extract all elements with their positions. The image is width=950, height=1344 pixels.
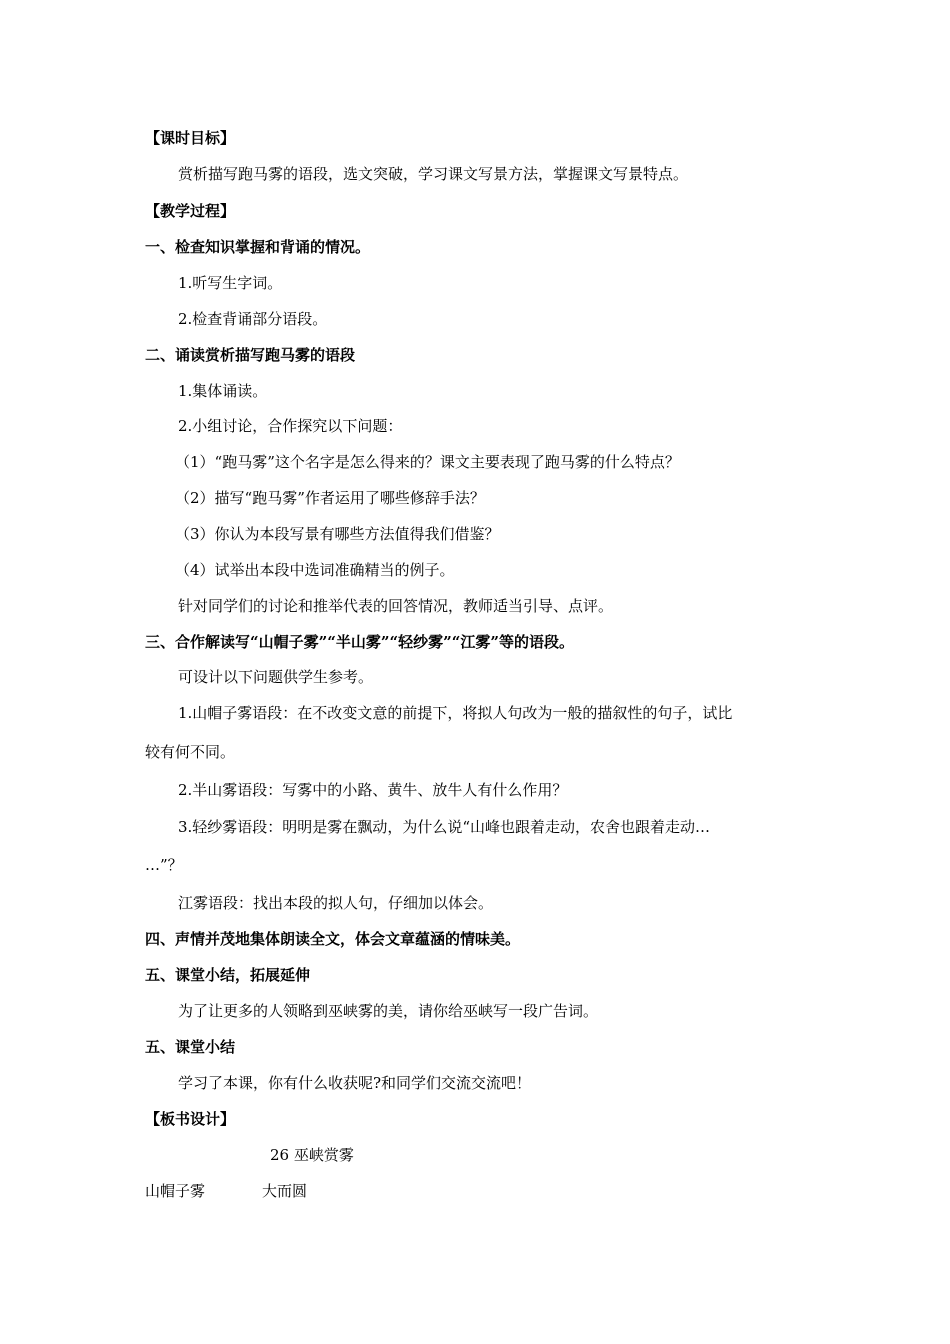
section3-intro: 可设计以下问题供学生参考。 (178, 668, 374, 686)
objective-heading: 【课时目标】 (145, 129, 236, 147)
section2-question: （2）描写“跑马雾”作者运用了哪些修辞手法？ (175, 489, 485, 507)
section2-question: （3）你认为本段写景有哪些方法值得我们借鉴？ (175, 525, 500, 543)
section3-item4: 江雾语段：找出本段的拟人句，仔细加以体会。 (178, 894, 494, 912)
section6-title: 五、课堂小结 (145, 1038, 236, 1056)
section2-question: （1）“跑马雾”这个名字是怎么得来的？课文主要表现了跑马雾的什么特点？ (175, 453, 680, 471)
section5-text: 为了让更多的人领略到巫峡雾的美，请你给巫峡写一段广告词。 (178, 1002, 599, 1020)
board-row-right: 大而圆 (262, 1182, 308, 1200)
section3-item1-line2: 较有何不同。 (145, 743, 236, 761)
section5-title: 五、课堂小结，拓展延伸 (145, 966, 311, 984)
section4-title: 四、声情并茂地集体朗读全文，体会文章蕴涵的情味美。 (145, 930, 521, 948)
section3-item3-line1: 3.轻纱雾语段：明明是雾在飘动，为什么说“山峰也跟着走动，农舍也跟着走动… (178, 818, 710, 836)
section2-title: 二、诵读赏析描写跑马雾的语段 (145, 346, 356, 364)
board-row-left: 山帽子雾 (145, 1182, 206, 1200)
section2-item: 2.小组讨论，合作探究以下问题： (178, 417, 403, 435)
section3-item3-line2: …”？ (145, 856, 183, 874)
section1-item: 2.检查背诵部分语段。 (178, 310, 328, 328)
section1-title: 一、检查知识掌握和背诵的情况。 (145, 238, 371, 256)
section6-text: 学习了本课，你有什么收获呢?和同学们交流交流吧！ (178, 1074, 532, 1092)
board-heading: 【板书设计】 (145, 1110, 236, 1128)
section1-item: 1.听写生字词。 (178, 274, 283, 292)
objective-text: 赏析描写跑马雾的语段，选文突破，学习课文写景方法，掌握课文写景特点。 (178, 165, 689, 183)
section3-title: 三、合作解读写“山帽子雾”“半山雾”“轻纱雾”“江雾”等的语段。 (145, 633, 575, 651)
section3-item1-line1: 1.山帽子雾语段：在不改变文意的前提下，将拟人句改为一般的描叙性的句子，试比 (178, 704, 733, 722)
section2-question: （4）试举出本段中选词准确精当的例子。 (175, 561, 455, 579)
board-title: 26 巫峡赏雾 (270, 1146, 354, 1164)
section2-item: 1.集体诵读。 (178, 382, 268, 400)
process-heading: 【教学过程】 (145, 202, 236, 220)
section2-note: 针对同学们的讨论和推举代表的回答情况，教师适当引导、点评。 (178, 597, 614, 615)
section3-item2: 2.半山雾语段：写雾中的小路、黄牛、放牛人有什么作用？ (178, 781, 568, 799)
